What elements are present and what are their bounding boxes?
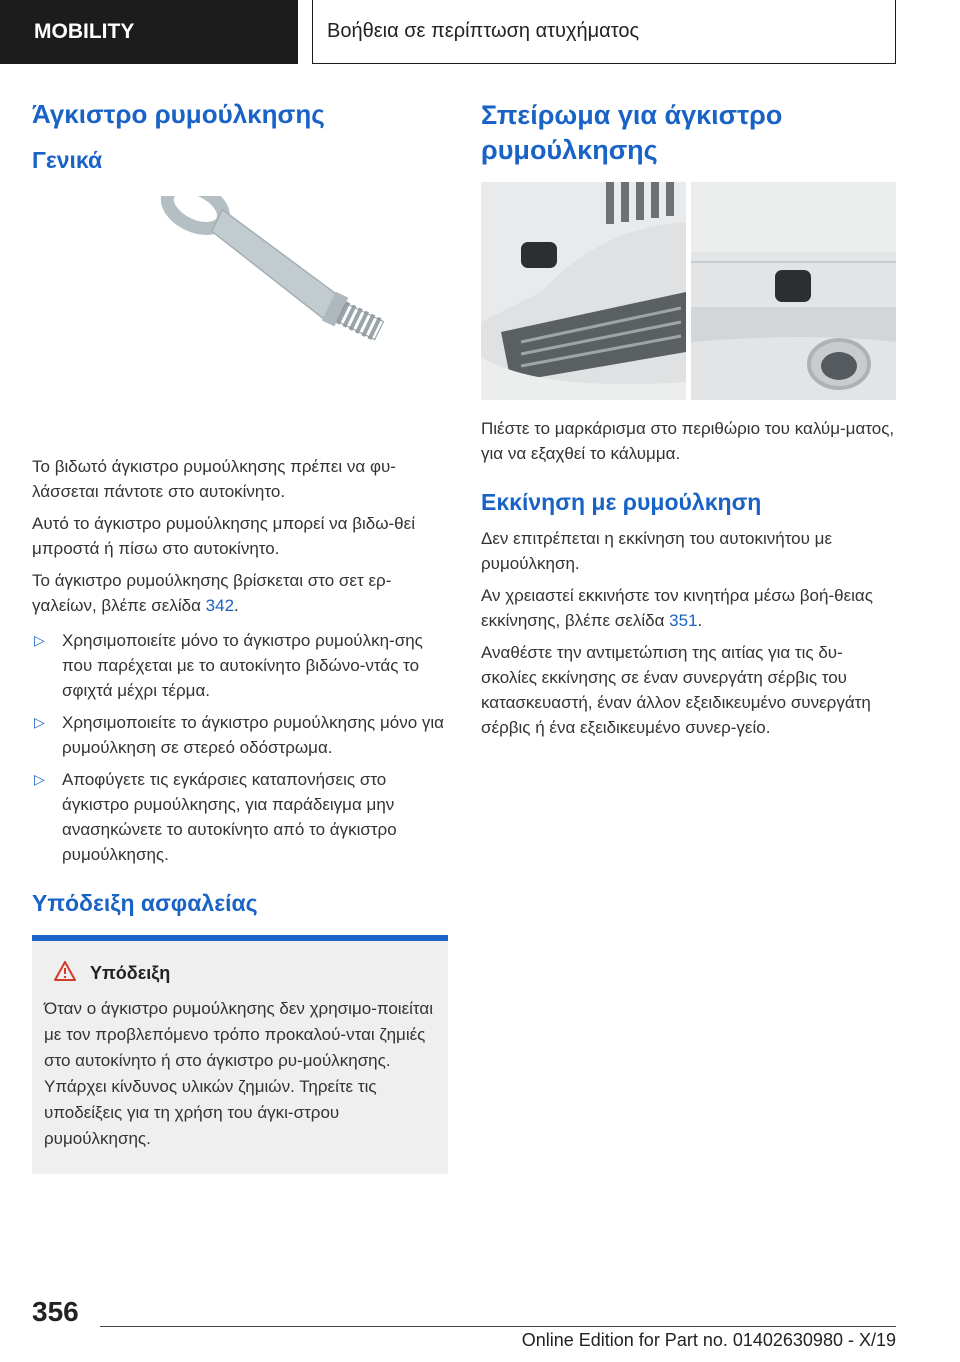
paragraph-cover: Πιέστε το μαρκάρισμα στο περιθώριο του καλύμ-ματος, για να εξαχθεί το κάλυμμα. bbox=[481, 419, 895, 464]
header-section bbox=[0, 0, 298, 64]
list-item bbox=[32, 767, 448, 867]
right-column bbox=[481, 98, 896, 747]
location-end: . bbox=[234, 595, 239, 615]
triangle-right-icon: ▷ bbox=[34, 713, 45, 730]
jump-start-text: Αν χρειαστεί εκκινήστε τον κινητήρα μέσω βοή-θειας εκκίνησης, βλέπε σελίδα bbox=[481, 586, 873, 631]
paragraph-jump-start bbox=[481, 583, 896, 633]
triangle-right-icon: ▷ bbox=[34, 770, 45, 787]
warning-triangle-icon bbox=[54, 961, 76, 986]
tow-thread-photos bbox=[481, 182, 896, 400]
safety-notice bbox=[32, 935, 448, 1174]
footer-edition: Online Edition for Part no. 01402630980 - X/19 bbox=[521, 1330, 896, 1350]
header-section-label: MOBILITY bbox=[34, 20, 135, 43]
front-bumper-photo bbox=[481, 182, 686, 400]
list-item-text: Χρησιμοποιείτε το άγκιστρο ρυμούλκησης μόνο για ρυμούλκηση σε στερεό οδόστρωμα. bbox=[62, 712, 445, 757]
paragraph-service: Αναθέστε την αντιμετώπιση της αιτίας για τις δυ-σκολίες εκκίνησης σε έναν συνεργάτη σέρβις του κατασκευαστή, έναν άλλον εξειδικευμένο συνεργάτη σέρβις ή ένα εξειδικευμένο συνερ-γείο. bbox=[481, 643, 871, 738]
tow-start-heading: Εκκίνηση με ρυμούλκηση bbox=[481, 489, 762, 516]
notice-header bbox=[54, 961, 436, 986]
jump-start-end: . bbox=[697, 611, 703, 631]
header-chapter-label: Βοήθεια σε περίπτωση ατυχήματος bbox=[327, 20, 640, 42]
paragraph-tow-start: Δεν επιτρέπεται η εκκίνηση του αυτοκινήτου με ρυμούλκηση. bbox=[481, 529, 833, 574]
triangle-right-icon: ▷ bbox=[34, 631, 45, 648]
left-column bbox=[32, 98, 448, 1174]
notice-text: Όταν ο άγκιστρο ρυμούλκησης δεν χρησιμο-ποιείται με τον προβλεπόμενο τρόπο προκαλού-νται ζημιές στο αυτοκίνητο ή στο άγκιστρο ρυ-μούλκησης. Υπάρχει κίνδυνος υλικών ζημιών. Τηρείτε τις υποδείξεις για τη χρήση του άγκι-στρου ρυμούλκησης. bbox=[44, 998, 434, 1148]
page-link-351[interactable]: 351 bbox=[669, 611, 698, 631]
safety-heading: Υπόδειξη ασφαλείας bbox=[32, 889, 258, 916]
location-text: Το άγκιστρο ρυμούλκησης βρίσκεται στο σετ ερ-γαλείων, βλέπε σελίδα bbox=[32, 570, 392, 615]
paragraph-mounting: Αυτό το άγκιστρο ρυμούλκησης μπορεί να βιδω-θεί μπροστά ή πίσω στο αυτοκίνητο. bbox=[32, 513, 415, 558]
paragraph-location bbox=[32, 568, 448, 618]
list-item bbox=[32, 710, 448, 760]
notice-title: Υπόδειξη bbox=[90, 962, 171, 983]
general-heading: Γενικά bbox=[32, 146, 103, 173]
list-item-text: Αποφύγετε τις εγκάρσιες καταπονήσεις στο άγκιστρο ρυμούλκησης, για παράδειγμα μην ανασηκώνετε το αυτοκίνητο από το άγκιστρο ρυμούλκησης. bbox=[62, 769, 397, 864]
page-title: Άγκιστρο ρυμούλκησης bbox=[32, 99, 325, 129]
footer-divider bbox=[100, 1326, 896, 1327]
paragraph-storage: Το βιδωτό άγκιστρο ρυμούλκησης πρέπει να φυ-λάσσεται πάντοτε στο αυτοκίνητο. bbox=[32, 456, 396, 501]
thread-title: Σπείρωμα για άγκιστρο ρυμούλκησης bbox=[481, 100, 783, 166]
page-link-342[interactable]: 342 bbox=[205, 595, 235, 615]
rear-bumper-photo bbox=[691, 182, 896, 400]
header-chapter bbox=[312, 0, 896, 64]
tow-hook-image bbox=[32, 196, 448, 426]
instruction-list bbox=[32, 628, 448, 867]
list-item-text: Χρησιμοποιείτε μόνο το άγκιστρο ρυμούλκη-σης που παρέχεται με το αυτοκίνητο βιδώνο-ντάς το σφιχτά μέχρι τέρμα. bbox=[62, 630, 423, 700]
list-item bbox=[32, 628, 448, 703]
page-number: 356 bbox=[32, 1296, 79, 1327]
